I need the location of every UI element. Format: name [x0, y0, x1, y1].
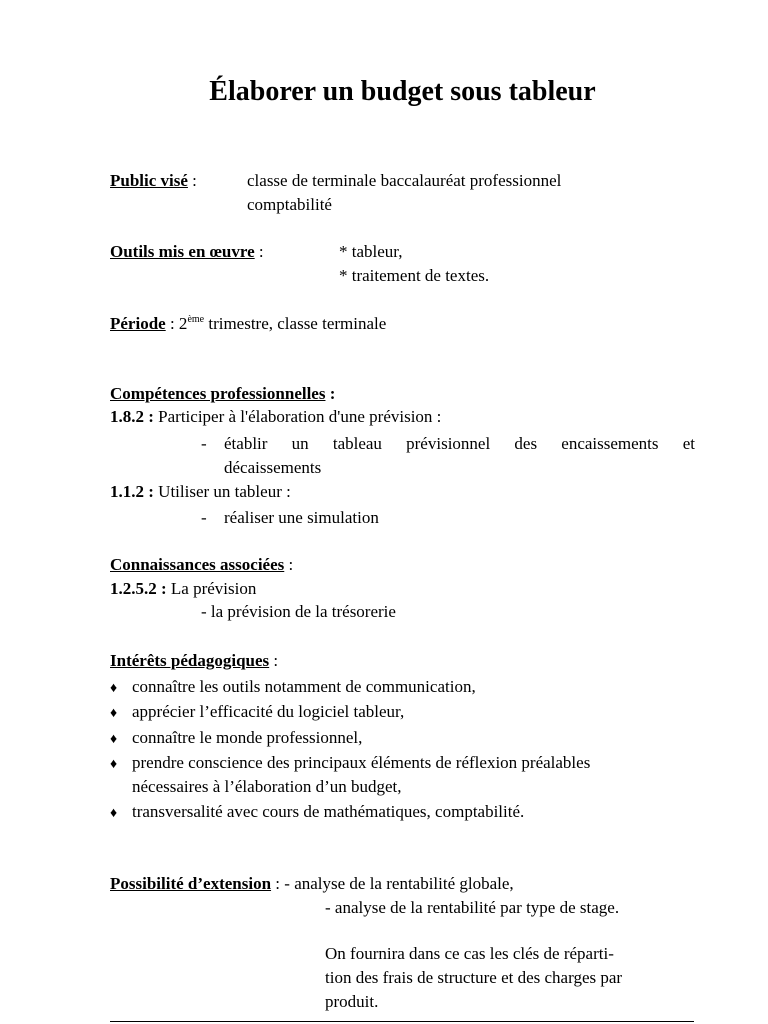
interet-text-4-cont: nécessaires à l’élaboration d’un budget, [132, 777, 402, 796]
interet-item-2 [110, 700, 404, 726]
competence-1-sub-line-1: établir un tableau prévisionnel des encaissements et [224, 434, 695, 453]
interet-text-1: connaître les outils notamment de communication, [132, 677, 476, 696]
competence-2-sub: réaliser une simulation [224, 508, 379, 527]
extension-note-2: tion des frais de structure et des charges par [325, 968, 623, 987]
outils-label: Outils mis en œuvre [110, 242, 255, 261]
interet-item-1 [110, 675, 476, 701]
connaissances-sep: : [284, 555, 294, 574]
outils-item-1: * tableur, [339, 242, 403, 261]
interet-text-3: connaître le monde professionnel, [132, 728, 363, 747]
interet-text-2: apprécier l’efficacité du logiciel tableur, [132, 702, 405, 721]
outils-sep: : [254, 242, 264, 261]
connaissance-1-sub: - la prévision de la trésorerie [201, 602, 396, 621]
extension-label: Possibilité d’extension [110, 874, 272, 893]
extension-sep: : [271, 874, 285, 893]
diamond-bullet-icon: ♦ [110, 681, 118, 696]
extension-line-1 [110, 872, 514, 896]
interet-text-5: transversalité avec cours de mathématiques, comptabilité. [132, 802, 525, 821]
public-line-2: comptabilité [247, 195, 332, 214]
connaissances-label: Connaissances associées [110, 555, 285, 574]
public-sep: : [187, 171, 197, 190]
interet-item-3 [110, 726, 362, 752]
periode-pre: : 2 [165, 314, 188, 333]
extension-item-1: - analyse de la rentabilité globale, [284, 874, 514, 893]
extension-note-1: On fournira dans ce cas les clés de réparti- [325, 944, 614, 963]
public-label-line [110, 169, 197, 193]
periode-sup: ème [187, 314, 205, 325]
competence-2-text: Utiliser un tableur : [153, 482, 291, 501]
competences-label: Compétences professionnelles [110, 384, 326, 403]
periode-line [110, 312, 386, 336]
connaissance-1 [110, 577, 256, 601]
competence-2 [110, 480, 291, 504]
connaissance-1-text: La prévision [166, 579, 257, 598]
competence-1-text: Participer à l'élaboration d'une prévision : [153, 407, 442, 426]
page-title: Élaborer un budget sous tableur [209, 76, 596, 107]
connaissances-heading [110, 553, 293, 577]
outils-item-2: * traitement de textes. [339, 266, 490, 285]
competences-heading [110, 382, 335, 406]
interet-text-4: prendre conscience des principaux éléments de réflexion préalables [132, 753, 591, 772]
interets-heading [110, 649, 278, 673]
bottom-rule [110, 1021, 694, 1022]
interet-item-5 [110, 800, 524, 826]
diamond-bullet-icon: ♦ [110, 806, 118, 821]
periode-post: trimestre, classe terminale [204, 314, 387, 333]
public-line-1: classe de terminale baccalauréat professionnel [247, 171, 562, 190]
competence-2-code: 1.1.2 : [110, 482, 154, 501]
competence-2-dash: - [201, 508, 207, 527]
diamond-bullet-icon: ♦ [110, 706, 118, 721]
outils-label-line [110, 240, 264, 264]
periode-label: Période [110, 314, 166, 333]
competence-1-code: 1.8.2 : [110, 407, 154, 426]
competences-sep: : [325, 384, 336, 403]
connaissance-1-code: 1.2.5.2 : [110, 579, 167, 598]
public-label: Public visé [110, 171, 188, 190]
diamond-bullet-icon: ♦ [110, 732, 118, 747]
competence-1 [110, 405, 441, 429]
competence-1-dash: - [201, 434, 207, 453]
interets-sep: : [269, 651, 279, 670]
interets-label: Intérêts pédagogiques [110, 651, 270, 670]
competence-1-sub-line-2: décaissements [224, 458, 322, 477]
interet-item-4 [110, 751, 590, 777]
extension-item-2: - analyse de la rentabilité par type de stage. [325, 898, 620, 917]
diamond-bullet-icon: ♦ [110, 757, 118, 772]
extension-note-3: produit. [325, 992, 379, 1011]
